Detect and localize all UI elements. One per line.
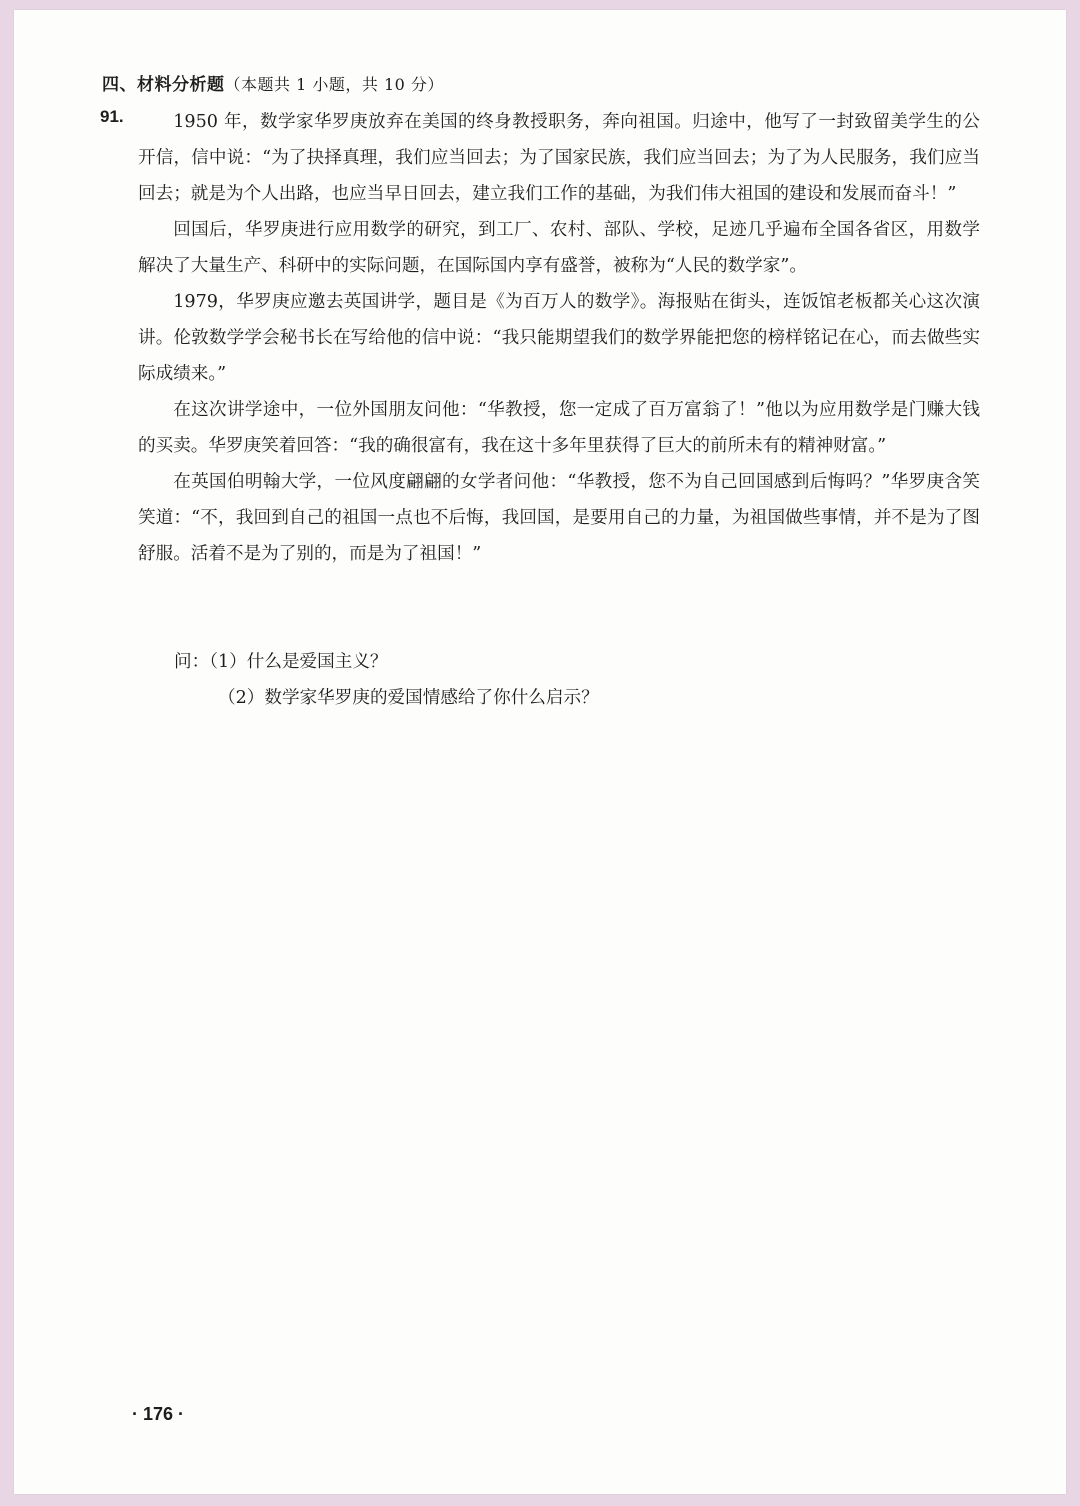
sub-questions: [174, 644, 599, 716]
sub-question-1: 问：（1）什么是爱国主义？: [174, 652, 388, 672]
paragraph: 1950 年，数学家华罗庚放弃在美国的终身教授职务，奔向祖国。归途中，他写了一封致留美学生的公开信，信中说：“为了抉择真理，我们应当回去；为了国家民族，我们应当回去；为了为人民服务，我们应当回去；就是为个人出路，也应当早日回去，建立我们工作的基础，为我们伟大祖国的建设和发展而奋斗！”: [138, 112, 980, 204]
question-number: 91.: [100, 107, 124, 126]
material-text: [138, 104, 980, 572]
paragraph: 1979，华罗庚应邀去英国讲学，题目是《为百万人的数学》。海报贴在街头，连饭馆老板都关心这次演讲。伦敦数学学会秘书长在写给他的信中说：“我只能期望我们的数学界能把您的榜样铭记在心，而去做些实际成绩来。”: [138, 292, 980, 384]
section-title-text: 四、材料分析题: [102, 75, 225, 95]
sub-question-2: （2）数学家华罗庚的爱国情感给了你什么启示？: [218, 688, 599, 708]
section-score-note: （本题共 1 小题，共 10 分）: [224, 75, 444, 94]
document-page: [14, 10, 1066, 1494]
section-title: [102, 70, 444, 95]
page-number: · 176 ·: [132, 1404, 185, 1424]
paragraph: 在这次讲学途中，一位外国朋友问他：“华教授，您一定成了百万富翁了！”他以为应用数学是门赚大钱的买卖。华罗庚笑着回答：“我的确很富有，我在这十多年里获得了巨大的前所未有的精神财富。”: [138, 400, 980, 456]
paragraph: 回国后，华罗庚进行应用数学的研究，到工厂、农村、部队、学校，足迹几乎遍布全国各省区，用数学解决了大量生产、科研中的实际问题，在国际国内享有盛誉，被称为“人民的数学家”。: [138, 220, 980, 276]
paragraph: 在英国伯明翰大学，一位风度翩翩的女学者问他：“华教授，您不为自己回国感到后悔吗？”华罗庚含笑笑道：“不，我回到自己的祖国一点也不后悔，我回国，是要用自己的力量，为祖国做些事情，并不是为了图舒服。活着不是为了别的，而是为了祖国！”: [138, 472, 980, 564]
